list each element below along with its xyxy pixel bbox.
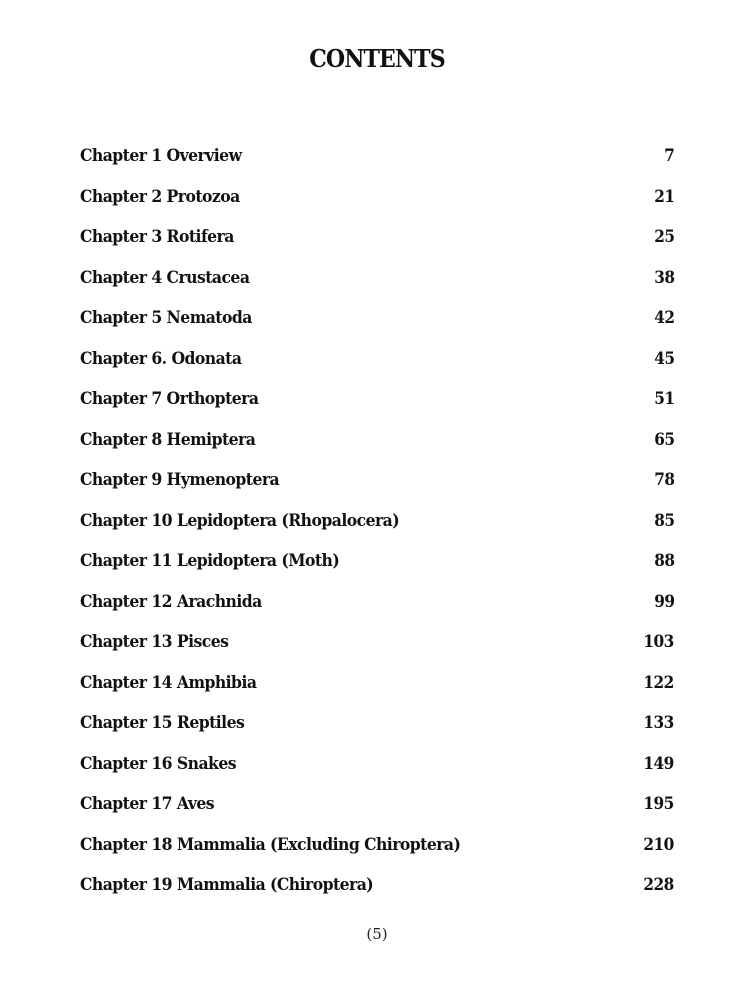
toc-entry-label: Chapter 2 Protozoa bbox=[80, 186, 240, 207]
toc-entry-page: 42 bbox=[653, 308, 674, 329]
toc-entry-page: 195 bbox=[643, 794, 674, 815]
toc-entry bbox=[80, 217, 674, 258]
toc-entry bbox=[80, 582, 674, 623]
table-of-contents bbox=[80, 136, 674, 906]
toc-entry-page: 99 bbox=[653, 591, 674, 612]
toc-entry-page: 122 bbox=[643, 672, 674, 693]
toc-entry-label: Chapter 10 Lepidoptera (Rhopalocera) bbox=[80, 510, 400, 531]
toc-entry-label: Chapter 5 Nematoda bbox=[80, 308, 252, 329]
toc-entry bbox=[80, 460, 674, 501]
toc-entry bbox=[80, 379, 674, 420]
toc-entry bbox=[80, 541, 674, 582]
page-number: (5) bbox=[366, 925, 388, 943]
toc-entry bbox=[80, 703, 674, 744]
toc-entry bbox=[80, 744, 674, 785]
toc-entry-page: 7 bbox=[663, 146, 674, 167]
toc-entry-label: Chapter 14 Amphibia bbox=[80, 672, 257, 693]
toc-entry-page: 45 bbox=[653, 348, 674, 369]
toc-entry bbox=[80, 258, 674, 299]
toc-entry-label: Chapter 9 Hymenoptera bbox=[80, 470, 280, 491]
toc-entry bbox=[80, 177, 674, 218]
toc-entry bbox=[80, 865, 674, 906]
toc-entry-label: Chapter 16 Snakes bbox=[80, 753, 236, 774]
toc-entry bbox=[80, 825, 674, 866]
toc-entry-page: 133 bbox=[643, 713, 674, 734]
toc-entry-label: Chapter 15 Reptiles bbox=[80, 713, 245, 734]
toc-entry-page: 85 bbox=[653, 510, 674, 531]
toc-entry-page: 228 bbox=[643, 875, 674, 896]
toc-entry-page: 65 bbox=[653, 429, 674, 450]
page-title: CONTENTS bbox=[309, 44, 445, 73]
toc-entry-label: Chapter 8 Hemiptera bbox=[80, 429, 256, 450]
toc-entry bbox=[80, 420, 674, 461]
toc-entry bbox=[80, 663, 674, 704]
toc-entry bbox=[80, 339, 674, 380]
toc-entry-label: Chapter 18 Mammalia (Excluding Chiroptera) bbox=[80, 834, 461, 855]
toc-entry-label: Chapter 12 Arachnida bbox=[80, 591, 262, 612]
toc-entry-label: Chapter 13 Pisces bbox=[80, 632, 229, 653]
toc-entry bbox=[80, 136, 674, 177]
toc-entry-label: Chapter 1 Overview bbox=[80, 146, 242, 167]
toc-entry-label: Chapter 4 Crustacea bbox=[80, 267, 250, 288]
toc-entry bbox=[80, 622, 674, 663]
toc-entry-page: 51 bbox=[653, 389, 674, 410]
toc-entry-page: 103 bbox=[643, 632, 674, 653]
toc-entry-page: 210 bbox=[643, 834, 674, 855]
toc-entry-page: 38 bbox=[653, 267, 674, 288]
toc-entry-label: Chapter 3 Rotifera bbox=[80, 227, 234, 248]
toc-entry-label: Chapter 7 Orthoptera bbox=[80, 389, 259, 410]
toc-entry bbox=[80, 784, 674, 825]
toc-entry-page: 21 bbox=[653, 186, 674, 207]
toc-entry-label: Chapter 6. Odonata bbox=[80, 348, 242, 369]
toc-entry-label: Chapter 17 Aves bbox=[80, 794, 215, 815]
toc-entry-label: Chapter 19 Mammalia (Chiroptera) bbox=[80, 875, 374, 896]
toc-entry-label: Chapter 11 Lepidoptera (Moth) bbox=[80, 551, 340, 572]
toc-entry-page: 88 bbox=[653, 551, 674, 572]
toc-entry-page: 78 bbox=[653, 470, 674, 491]
toc-entry bbox=[80, 298, 674, 339]
toc-entry-page: 149 bbox=[643, 753, 674, 774]
toc-entry bbox=[80, 501, 674, 542]
toc-entry-page: 25 bbox=[653, 227, 674, 248]
